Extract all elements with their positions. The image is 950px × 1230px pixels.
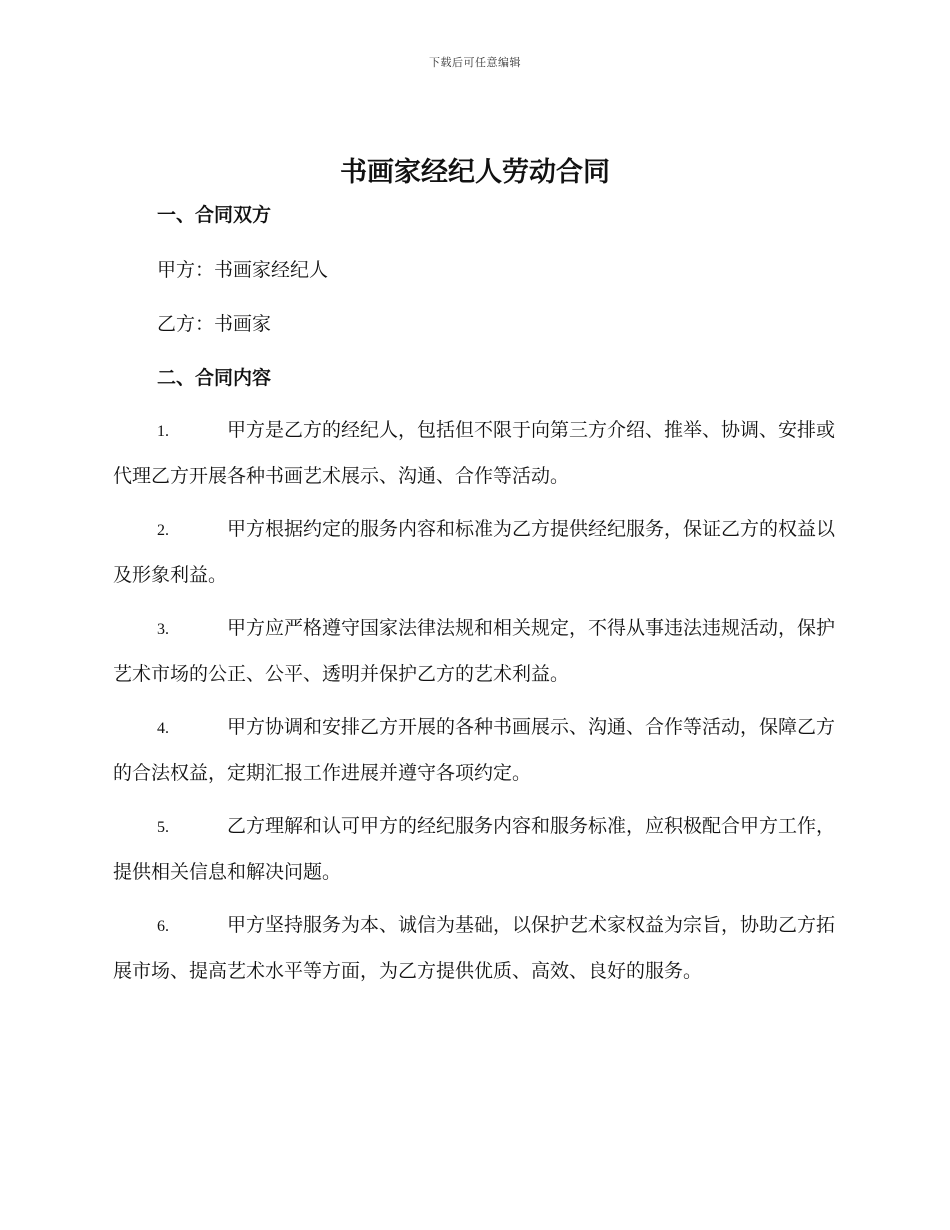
- clause-text: 甲方应严格遵守国家法律法规和相关规定，不得从事违法违规活动，保护艺术市场的公正、公平、透明并保护乙方的艺术利益。: [113, 617, 836, 685]
- clause-text: 甲方是乙方的经纪人，包括但不限于向第三方介绍、推举、协调、安排或代理乙方开展各种书画艺术展示、沟通、合作等活动。: [113, 419, 836, 487]
- clause-3: [113, 606, 835, 696]
- party-b-line: 乙方：书画家: [157, 313, 272, 335]
- clause-text: 甲方根据约定的服务内容和标准为乙方提供经纪服务，保证乙方的权益以及形象利益。: [113, 518, 836, 586]
- clause-2: [113, 507, 835, 597]
- section-heading-parties: 一、合同双方: [157, 204, 272, 226]
- clause-number: 5.: [157, 819, 169, 836]
- clause-number: 6.: [157, 918, 169, 935]
- clause-number: 3.: [157, 621, 169, 638]
- clause-1: [113, 408, 835, 498]
- clause-text: 甲方协调和安排乙方开展的各种书画展示、沟通、合作等活动，保障乙方的合法权益，定期汇报工作进展并遵守各项约定。: [113, 716, 836, 784]
- clause-number: 1.: [157, 423, 169, 440]
- clause-number: 4.: [157, 720, 169, 737]
- clause-6: [113, 903, 835, 993]
- clause-text: 甲方坚持服务为本、诚信为基础，以保护艺术家权益为宗旨，协助乙方拓展市场、提高艺术水平等方面，为乙方提供优质、高效、良好的服务。: [113, 914, 836, 982]
- page-header: 下载后可任意编辑: [429, 56, 521, 69]
- clause-5: [113, 804, 835, 894]
- clause-number: 2.: [157, 522, 169, 539]
- party-a-line: 甲方：书画家经纪人: [157, 259, 329, 281]
- document-title: 书画家经纪人劳动合同: [340, 157, 610, 188]
- clause-4: [113, 705, 835, 795]
- clause-text: 乙方理解和认可甲方的经纪服务内容和服务标准，应积极配合甲方工作，提供相关信息和解决问题。: [113, 815, 836, 883]
- section-heading-content: 二、合同内容: [157, 367, 272, 389]
